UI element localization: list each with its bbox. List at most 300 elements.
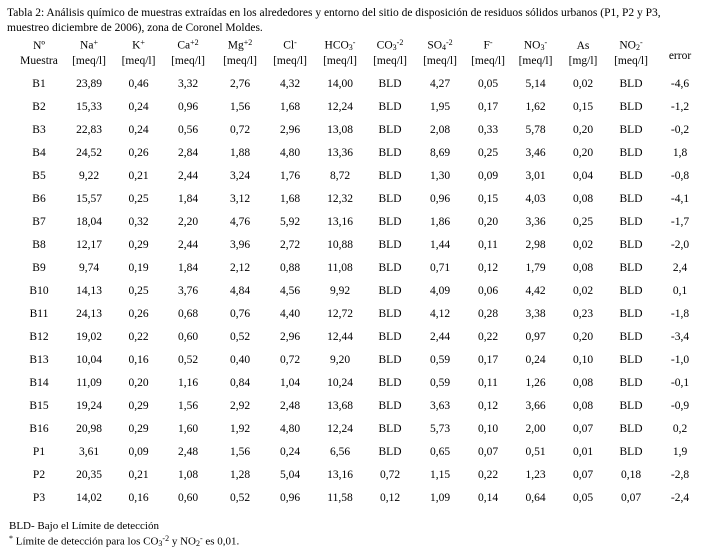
table-row [6,122,703,145]
table-cell: 0,07 [572,469,594,482]
table-cell: 1,84 [177,193,199,206]
table-row [6,375,703,398]
unit-cell-ca: [meq/l] [171,55,205,68]
row-label: B11 [29,308,49,321]
header-cell-error: error [668,49,692,62]
table-cell: 1,28 [229,469,251,482]
table-cell: -4,1 [670,193,690,206]
row-label: P2 [32,469,46,482]
table-cell: -2,4 [670,492,690,505]
table-cell: 1,79 [525,262,546,275]
table-cell: 12,72 [327,308,353,321]
table-cell: 0,09 [128,446,149,459]
table-cell: 13,08 [327,124,353,137]
table-cell: 1,09 [429,492,451,505]
table-cell: 0,96 [279,492,301,505]
table-cell: 4,40 [279,308,301,321]
table-cell: 0,01 [572,446,594,459]
table-cell: 4,76 [229,216,251,229]
row-label: B2 [32,101,46,114]
table-cell: 1,86 [429,216,451,229]
table-cell: 3,24 [229,170,251,183]
table-cell: 0,21 [128,170,149,183]
table-cell: 13,36 [327,147,353,160]
table-cell: BLD [619,354,643,367]
table-cell: -1,0 [670,354,690,367]
table-cell: 2,96 [279,331,301,344]
table-cell: 11,09 [76,377,102,390]
table-cell: 0,20 [572,331,594,344]
table-cell: 0,07 [477,446,499,459]
table-cell: BLD [378,400,402,413]
table-cell: -0,9 [670,400,690,413]
table-cell: 0,65 [429,446,451,459]
table-cell: 2,98 [525,239,546,252]
table-cell: 0,84 [229,377,251,390]
table-cell: 1,76 [279,170,301,183]
table-caption: Tabla 2: Análisis químico de muestras extraídas en los alrededores y entorno del sitio de disposición de residuos sólidos urbanos (P1, P2 y P3, muestreo diciembre de 2006), zona de Coronel Moldes. [7,7,661,34]
table-cell: 4,09 [429,285,451,298]
table-cell: 2,76 [229,78,251,91]
table-cell: 14,13 [76,285,102,298]
unit-cell-mg: [meq/l] [223,55,257,68]
table-cell: -1,7 [670,216,690,229]
table-cell: 0,25 [477,147,499,160]
table-cell: 0,12 [477,400,499,413]
table-cell: 15,33 [76,101,102,114]
row-label: B13 [29,354,49,367]
table-cell: 24,13 [76,308,102,321]
footnote-bld: BLD- Bajo el Límite de detección [9,520,159,533]
table-cell: BLD [619,216,643,229]
table-cell: BLD [378,147,402,160]
row-label: B8 [32,239,46,252]
table-cell: 6,56 [329,446,351,459]
table-row [6,99,703,122]
header-cell-so4: $SO_4^{-2}$ [427,38,453,53]
table-row [6,145,703,168]
table-cell: 24,52 [76,147,102,160]
table-cell: BLD [378,262,402,275]
table-cell: 1,60 [177,423,199,436]
table-cell: 10,24 [327,377,353,390]
table-row [6,214,703,237]
table-cell: 5,14 [525,78,546,91]
table-cell: BLD [378,101,402,114]
table-cell: 0,21 [128,469,149,482]
table-cell: 0,07 [620,492,642,505]
table-cell: 14,00 [327,78,353,91]
table-cell: 11,58 [327,492,353,505]
table-cell: 0,25 [128,285,149,298]
table-row [6,237,703,260]
table-cell: 12,17 [76,239,102,252]
table-cell: 2,96 [279,124,301,137]
table-cell: 0,40 [229,354,251,367]
table-cell: 2,4 [672,262,688,275]
table-cell: 2,20 [177,216,199,229]
table-cell: 0,12 [477,262,499,275]
table-body [6,73,703,513]
table-cell: -1,2 [670,101,690,114]
header-cell-k: K+ [132,38,145,52]
table-cell: 0,24 [128,101,149,114]
table-cell: 14,02 [76,492,102,505]
table-cell: 5,73 [429,423,451,436]
header-cell-f: F- [483,38,493,52]
unit-cell-k: [meq/l] [121,55,156,68]
unit-cell-so4: [meq/l] [423,55,457,68]
table-cell: 0,22 [477,331,499,344]
table-cell: BLD [378,78,402,91]
table-cell: 0,20 [477,216,499,229]
table-cell: 9,20 [329,354,351,367]
table-cell: 5,92 [279,216,301,229]
header-cell-no2: $NO_2^-$ [619,38,643,53]
table-cell: BLD [378,308,402,321]
table-cell: 0,1 [672,285,688,298]
table-cell: 0,88 [279,262,301,275]
table-cell: 0,10 [572,354,594,367]
table-cell: 0,18 [620,469,642,482]
unit-cell-no3: [meq/l] [518,55,553,68]
unit-cell-co3: [meq/l] [373,55,407,68]
table-cell: 4,32 [279,78,301,91]
footnotes [6,519,703,550]
table-cell: 5,04 [279,469,301,482]
table-cell: 0,15 [572,101,594,114]
table-cell: 1,88 [229,147,251,160]
table-cell: 0,08 [572,377,594,390]
table-cell: 3,76 [177,285,199,298]
table-cell: 0,05 [477,78,499,91]
row-label: B1 [32,78,46,91]
table-cell: 3,32 [177,78,199,91]
table-cell: BLD [619,101,643,114]
row-label: B9 [32,262,46,275]
table-cell: 1,9 [672,446,688,459]
table-cell: 0,59 [429,354,451,367]
table-cell: BLD [619,78,643,91]
table-cell: BLD [619,423,643,436]
row-label: B14 [29,377,49,390]
table-cell: 0,2 [672,423,688,436]
table-cell: 0,32 [128,216,149,229]
table-cell: 0,72 [379,469,401,482]
unit-cell-sample: Muestra [20,55,58,68]
table-cell: 10,88 [327,239,353,252]
table-cell: 8,69 [429,147,451,160]
table-cell: BLD [378,331,402,344]
row-label: B10 [29,285,49,298]
table-cell: 3,38 [525,308,546,321]
header-cell-na: Na+ [80,38,98,52]
header-cell-no3: $NO_3^-$ [523,38,548,53]
table-cell: 4,80 [279,147,301,160]
table-cell: 0,76 [229,308,251,321]
table-cell: 1,44 [429,239,451,252]
table-cell: 1,30 [429,170,451,183]
table-cell: 4,12 [429,308,451,321]
table-row [6,191,703,214]
table-cell: 0,33 [477,124,499,137]
table-cell: 9,74 [78,262,100,275]
table-cell: 0,02 [572,285,594,298]
table-cell: 0,20 [128,377,149,390]
table-cell: 0,51 [525,446,546,459]
row-label: B5 [32,170,46,183]
row-label: P1 [32,446,46,459]
table-row [6,398,703,421]
table-cell: BLD [378,193,402,206]
table-row [6,168,703,191]
table-cell: 3,12 [229,193,251,206]
table-cell: 0,71 [429,262,451,275]
table-cell: BLD [378,216,402,229]
table-cell: BLD [378,285,402,298]
table-cell: 12,24 [327,101,353,114]
unit-cell-f: [meq/l] [471,55,505,68]
table-cell: 11,08 [327,262,353,275]
table-cell: 0,10 [477,423,499,436]
table-bottom-rule [6,513,703,515]
table-cell: BLD [378,377,402,390]
table-row [6,283,703,306]
table-cell: 1,04 [279,377,301,390]
table-row [6,467,703,490]
table-cell: 0,02 [572,78,594,91]
table-cell: 2,08 [429,124,451,137]
table-cell: BLD [378,239,402,252]
table-cell: 0,23 [572,308,594,321]
table-cell: BLD [619,446,643,459]
table-cell: BLD [378,124,402,137]
header-cell-as: As [576,39,590,52]
table-cell: 0,25 [128,193,149,206]
table-cell: 2,48 [177,446,199,459]
table-cell: 0,08 [572,262,594,275]
table-cell: 1,56 [229,446,251,459]
table-cell: 4,42 [525,285,546,298]
table-cell: 0,14 [477,492,499,505]
table-cell: 0,17 [477,354,499,367]
header-cell-cl: Cl- [283,38,297,52]
table-cell: 19,24 [76,400,102,413]
table-cell: 1,23 [525,469,546,482]
table-cell: 2,12 [229,262,251,275]
table-cell: 0,96 [429,193,451,206]
table-cell: BLD [619,400,643,413]
table-cell: 0,24 [279,446,301,459]
table-row [6,306,703,329]
table-cell: 4,27 [429,78,451,91]
table-cell: -2,8 [670,469,690,482]
table-cell: 12,24 [327,423,353,436]
table-cell: 1,95 [429,101,451,114]
row-label: B3 [32,124,46,137]
table-header-symbols [6,39,703,56]
table-cell: 0,29 [128,423,149,436]
table-cell: 4,56 [279,285,301,298]
table-cell: 0,05 [572,492,594,505]
table-cell: 0,20 [572,147,594,160]
table-cell: BLD [378,423,402,436]
table-cell: 0,11 [478,377,498,390]
table-cell: 23,89 [76,78,102,91]
header-cell-co3: $CO_3^{-2}$ [376,38,404,53]
table-cell: 12,44 [327,331,353,344]
table-header-units [6,56,703,73]
table-cell: 0,52 [229,331,251,344]
table-cell: 3,96 [229,239,251,252]
table-cell: 2,44 [177,239,199,252]
table-cell: -1,8 [670,308,690,321]
table-cell: BLD [619,170,643,183]
table-cell: 0,29 [128,400,149,413]
table-cell: 0,72 [279,354,301,367]
table-cell: -3,4 [670,331,690,344]
table-cell: 0,17 [477,101,499,114]
row-label: B7 [32,216,46,229]
table-cell: 2,48 [279,400,301,413]
table-cell: 0,06 [477,285,499,298]
table-cell: 9,22 [78,170,100,183]
table-cell: 0,22 [477,469,499,482]
table-row [6,73,703,99]
table-cell: 0,60 [177,492,199,505]
table-cell: -0,2 [670,124,690,137]
table-cell: 12,32 [327,193,353,206]
table-cell: -2,0 [670,239,690,252]
table-cell: BLD [378,354,402,367]
table-cell: 0,07 [572,423,594,436]
table-cell: 3,36 [525,216,546,229]
table-cell: 2,72 [279,239,301,252]
table-cell: BLD [378,446,402,459]
table-cell: BLD [619,285,643,298]
header-cell-sample-no: Nº [33,39,45,52]
table-cell: 1,16 [177,377,199,390]
unit-cell-as: [mg/l] [568,55,598,68]
table-row [6,352,703,375]
table-cell: BLD [378,170,402,183]
table-row [6,260,703,283]
table-cell: 0,29 [128,239,149,252]
table-cell: 1,26 [525,377,546,390]
table-row [6,444,703,467]
table-cell: 22,83 [76,124,102,137]
table-cell: 2,84 [177,147,199,160]
table-cell: 4,80 [279,423,301,436]
table-cell: 5,78 [525,124,546,137]
table-cell: 0,25 [572,216,594,229]
table-row [6,329,703,352]
table-cell: 18,04 [76,216,102,229]
table-cell: 10,04 [76,354,102,367]
header-cell-hco3: $HCO_3^-$ [324,38,356,53]
table-cell: BLD [619,124,643,137]
table-cell: 0,52 [229,492,251,505]
table-cell: 0,02 [572,239,594,252]
unit-cell-no2: [meq/l] [614,55,648,68]
row-label: B15 [29,400,49,413]
table-row [6,421,703,444]
row-label: P3 [32,492,46,505]
row-label: B6 [32,193,46,206]
table-cell: -0,1 [670,377,690,390]
table-cell: 19,02 [76,331,102,344]
table-cell: 0,11 [478,239,498,252]
table-cell: 0,08 [572,193,594,206]
table-cell: BLD [619,377,643,390]
table-cell: 2,92 [229,400,251,413]
table-cell: 1,62 [525,101,546,114]
table-cell: 0,60 [177,331,199,344]
table-cell: 20,35 [76,469,102,482]
table-cell: 0,46 [128,78,149,91]
table-cell: 3,46 [525,147,546,160]
table-cell: 0,24 [128,124,149,137]
table-cell: BLD [619,147,643,160]
table-cell: 4,84 [229,285,251,298]
unit-cell-na: [meq/l] [72,55,106,68]
table-cell: 2,44 [177,170,199,183]
table-cell: 0,72 [229,124,251,137]
table-cell: 1,56 [177,400,199,413]
table-cell: 3,01 [525,170,546,183]
header-cell-ca: $Ca^{+2}$ [177,38,199,52]
table-row [6,490,703,513]
table-cell: 0,12 [379,492,401,505]
table-cell: BLD [619,262,643,275]
table-cell: 0,09 [477,170,499,183]
table-cell: 8,72 [329,170,351,183]
table-cell: 0,24 [525,354,546,367]
table-cell: 1,56 [229,101,251,114]
table-cell: 13,16 [327,469,353,482]
table-cell: 20,98 [76,423,102,436]
table-cell: 0,96 [177,101,199,114]
table-cell: -4,6 [670,78,690,91]
table-cell: 13,68 [327,400,353,413]
table-cell: 4,03 [525,193,546,206]
table-cell: 0,26 [128,147,149,160]
table-cell: 3,66 [525,400,546,413]
table-cell: 0,04 [572,170,594,183]
table-cell: 3,61 [78,446,100,459]
table-cell: 0,15 [477,193,499,206]
table-cell: BLD [619,239,643,252]
table-cell: BLD [619,308,643,321]
table-cell: 0,56 [177,124,199,137]
table-cell: 0,26 [128,308,149,321]
table-cell: 0,28 [477,308,499,321]
row-label: B16 [29,423,49,436]
row-label: B12 [29,331,49,344]
table-cell: 1,68 [279,101,301,114]
row-label: B4 [32,147,46,160]
table-cell: 3,63 [429,400,451,413]
table-cell: 15,57 [76,193,102,206]
table-cell: 0,08 [572,400,594,413]
table-cell: 1,8 [672,147,688,160]
table-cell: 0,64 [525,492,546,505]
footnote-detection-limit: * Límite de detección para los $CO_3^{-2}$ y $NO_2^-$ es 0,01. [9,534,240,549]
table-cell: 2,44 [429,331,451,344]
table-cell: 2,00 [525,423,546,436]
table-cell: 1,68 [279,193,301,206]
chemical-analysis-table [6,39,703,515]
